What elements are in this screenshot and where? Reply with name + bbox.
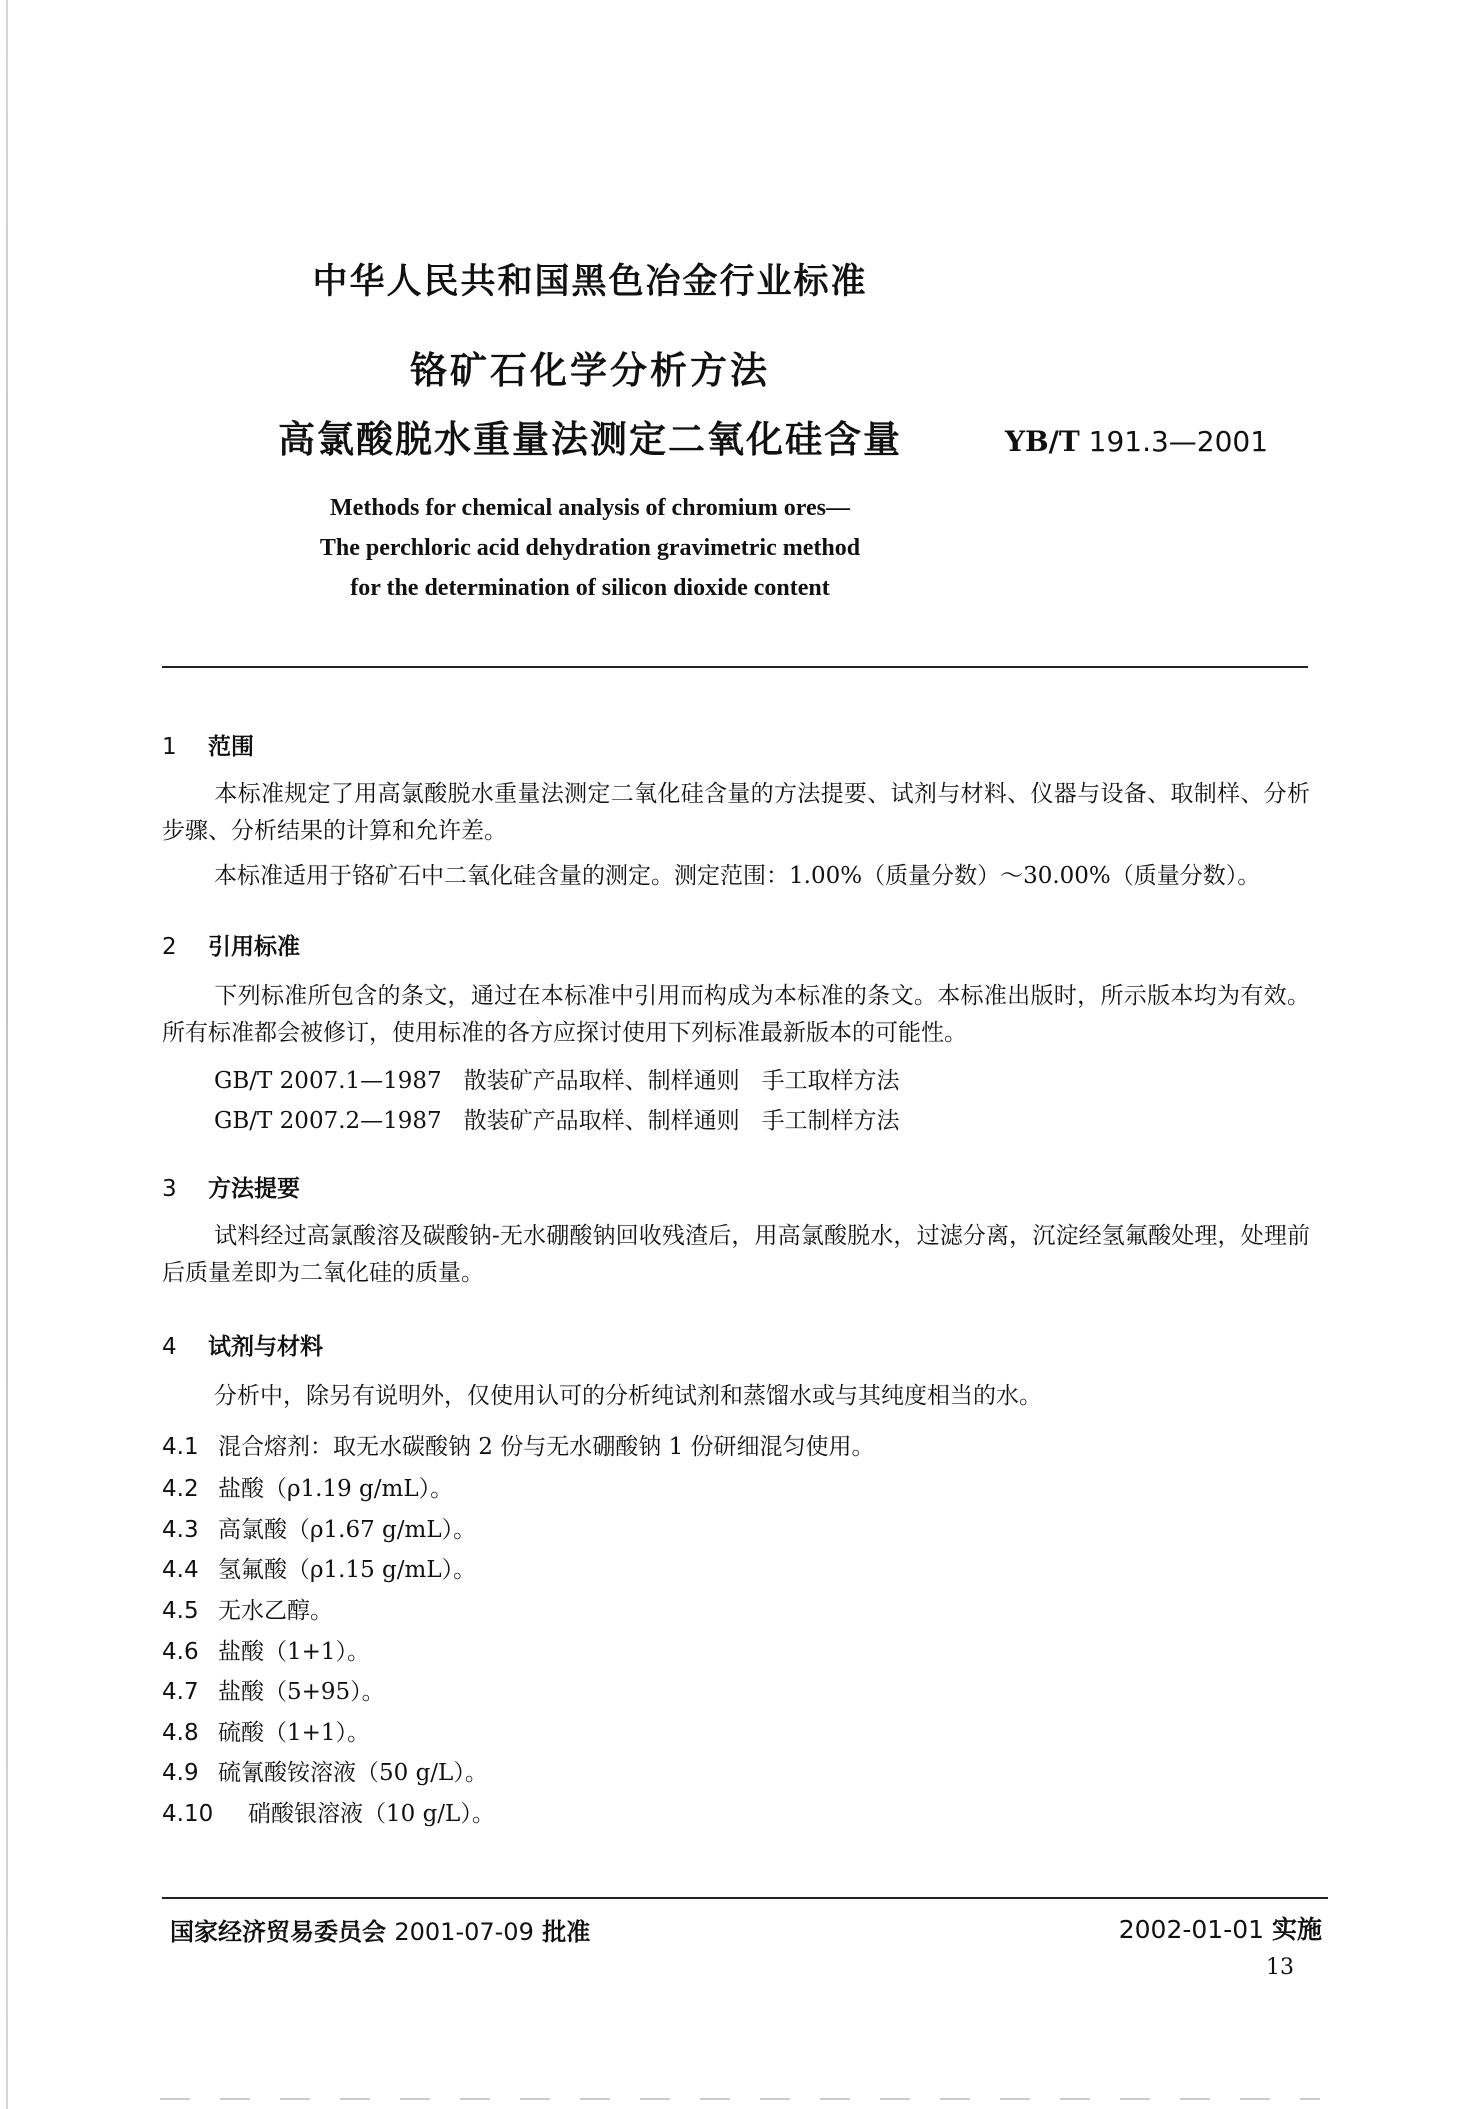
paragraph-text: 本标准适用于铬矿石中二氧化硅含量的测定。测定范围：1.00%（质量分数）～30.00%（质量分数）。 (214, 863, 1261, 889)
footer-divider (162, 1897, 1328, 1899)
item-text: 混合熔剂：取无水碳酸钠 2 份与无水硼酸钠 1 份研细混匀使用。 (218, 1434, 875, 1460)
scan-edge (6, 0, 8, 2109)
item-number: 4.5 (162, 1598, 199, 1624)
list-item (162, 1551, 476, 1584)
list-item (162, 1592, 333, 1625)
item-text: 硫酸（1+1）。 (218, 1720, 371, 1746)
section-number: 3 (162, 1176, 177, 1202)
item-text: 高氯酸（ρ1.67 g/mL）。 (218, 1517, 477, 1543)
standard-code-number: 191.3—2001 (1088, 425, 1269, 458)
title-line-2: 高氯酸脱水重量法测定二氧化硅含量 (278, 418, 902, 461)
list-item (162, 1754, 488, 1787)
english-title-line: for the determination of silicon dioxide content (350, 575, 830, 601)
section-2-heading (162, 928, 300, 961)
item-text: 盐酸（ρ1.19 g/mL）。 (218, 1476, 454, 1502)
section-title: 试剂与材料 (208, 1334, 323, 1360)
item-number: 4.7 (162, 1679, 199, 1705)
section-4-paragraph-1 (162, 1378, 1310, 1415)
page-number: 13 (1266, 1955, 1294, 1980)
list-item (162, 1673, 385, 1706)
paragraph-text: 下列标准所包含的条文，通过在本标准中引用而构成为本标准的条文。本标准出版时，所示版本均为有效。所有标准都会被修订，使用标准的各方应探讨使用下列标准最新版本的可能性。 (162, 983, 1310, 1046)
item-number: 4.4 (162, 1557, 199, 1583)
scan-noise (160, 2098, 1320, 2100)
section-1-paragraph-2 (162, 858, 1310, 895)
list-item (162, 1714, 370, 1747)
section-title: 方法提要 (208, 1176, 300, 1202)
list-item (162, 1633, 370, 1666)
list-item (162, 1795, 495, 1828)
reference-standard: GB/T 2007.1—1987 散装矿产品取样、制样通则 手工取样方法 (214, 1068, 900, 1094)
effective-label: 实施 (1271, 1915, 1322, 1944)
standard-code-prefix: YB/T (1005, 425, 1080, 458)
item-number: 4.10 (162, 1801, 214, 1827)
standard-type: 中华人民共和国黑色冶金行业标准 (312, 262, 868, 302)
section-number: 4 (162, 1334, 177, 1360)
approval-org: 国家经济贸易委员会 (170, 1918, 386, 1946)
item-text: 硫氰酸铵溶液（50 g/L）。 (218, 1760, 488, 1786)
section-2-paragraph-1 (162, 978, 1310, 1052)
item-number: 4.8 (162, 1720, 199, 1746)
effective-date: 2002-01-01 (1118, 1915, 1265, 1944)
section-3-paragraph-1 (162, 1218, 1310, 1292)
english-title (0, 488, 1180, 608)
paragraph-text: 分析中，除另有说明外，仅使用认可的分析纯试剂和蒸馏水或与其纯度相当的水。 (214, 1383, 1042, 1409)
item-number: 4.2 (162, 1476, 199, 1502)
header-divider (162, 666, 1308, 668)
reference-standard: GB/T 2007.2—1987 散装矿产品取样、制样通则 手工制样方法 (214, 1108, 900, 1134)
list-item (162, 1470, 453, 1503)
section-number: 2 (162, 934, 177, 960)
paragraph-text: 试料经过高氯酸溶及碳酸钠-无水硼酸钠回收残渣后，用高氯酸脱水，过滤分离，沉淀经氢氟酸处理，处理前后质量差即为二氧化硅的质量。 (162, 1223, 1310, 1286)
english-title-line: The perchloric acid dehydration gravimetric method (319, 535, 861, 561)
paragraph-text: 本标准规定了用高氯酸脱水重量法测定二氧化硅含量的方法提要、试剂与材料、仪器与设备、取制样、分析步骤、分析结果的计算和允许差。 (162, 781, 1310, 844)
section-4-heading (162, 1328, 323, 1361)
title-line-1: 铬矿石化学分析方法 (410, 349, 770, 392)
standard-code (1005, 425, 1268, 458)
item-text: 无水乙醇。 (218, 1598, 333, 1624)
section-1-heading (162, 728, 254, 761)
item-number: 4.1 (162, 1434, 199, 1460)
list-item (162, 1511, 476, 1544)
section-title: 引用标准 (208, 934, 300, 960)
item-text: 氢氟酸（ρ1.15 g/mL）。 (218, 1557, 477, 1583)
section-1-paragraph-1 (162, 776, 1310, 850)
approval-info (170, 1912, 590, 1947)
list-item (162, 1428, 875, 1461)
item-text: 盐酸（5+95）。 (218, 1679, 385, 1705)
item-number: 4.9 (162, 1760, 199, 1786)
section-title: 范围 (208, 734, 254, 760)
item-text: 硝酸银溶液（10 g/L）。 (248, 1801, 495, 1827)
item-text: 盐酸（1+1）。 (218, 1639, 371, 1665)
section-3-heading (162, 1170, 300, 1203)
item-number: 4.3 (162, 1517, 199, 1543)
approval-label: 批准 (542, 1918, 591, 1946)
english-title-line: Methods for chemical analysis of chromium ores— (330, 495, 850, 521)
approval-date: 2001-07-09 (394, 1918, 534, 1946)
effective-info (1119, 1910, 1322, 1946)
section-number: 1 (162, 734, 177, 760)
item-number: 4.6 (162, 1639, 199, 1665)
